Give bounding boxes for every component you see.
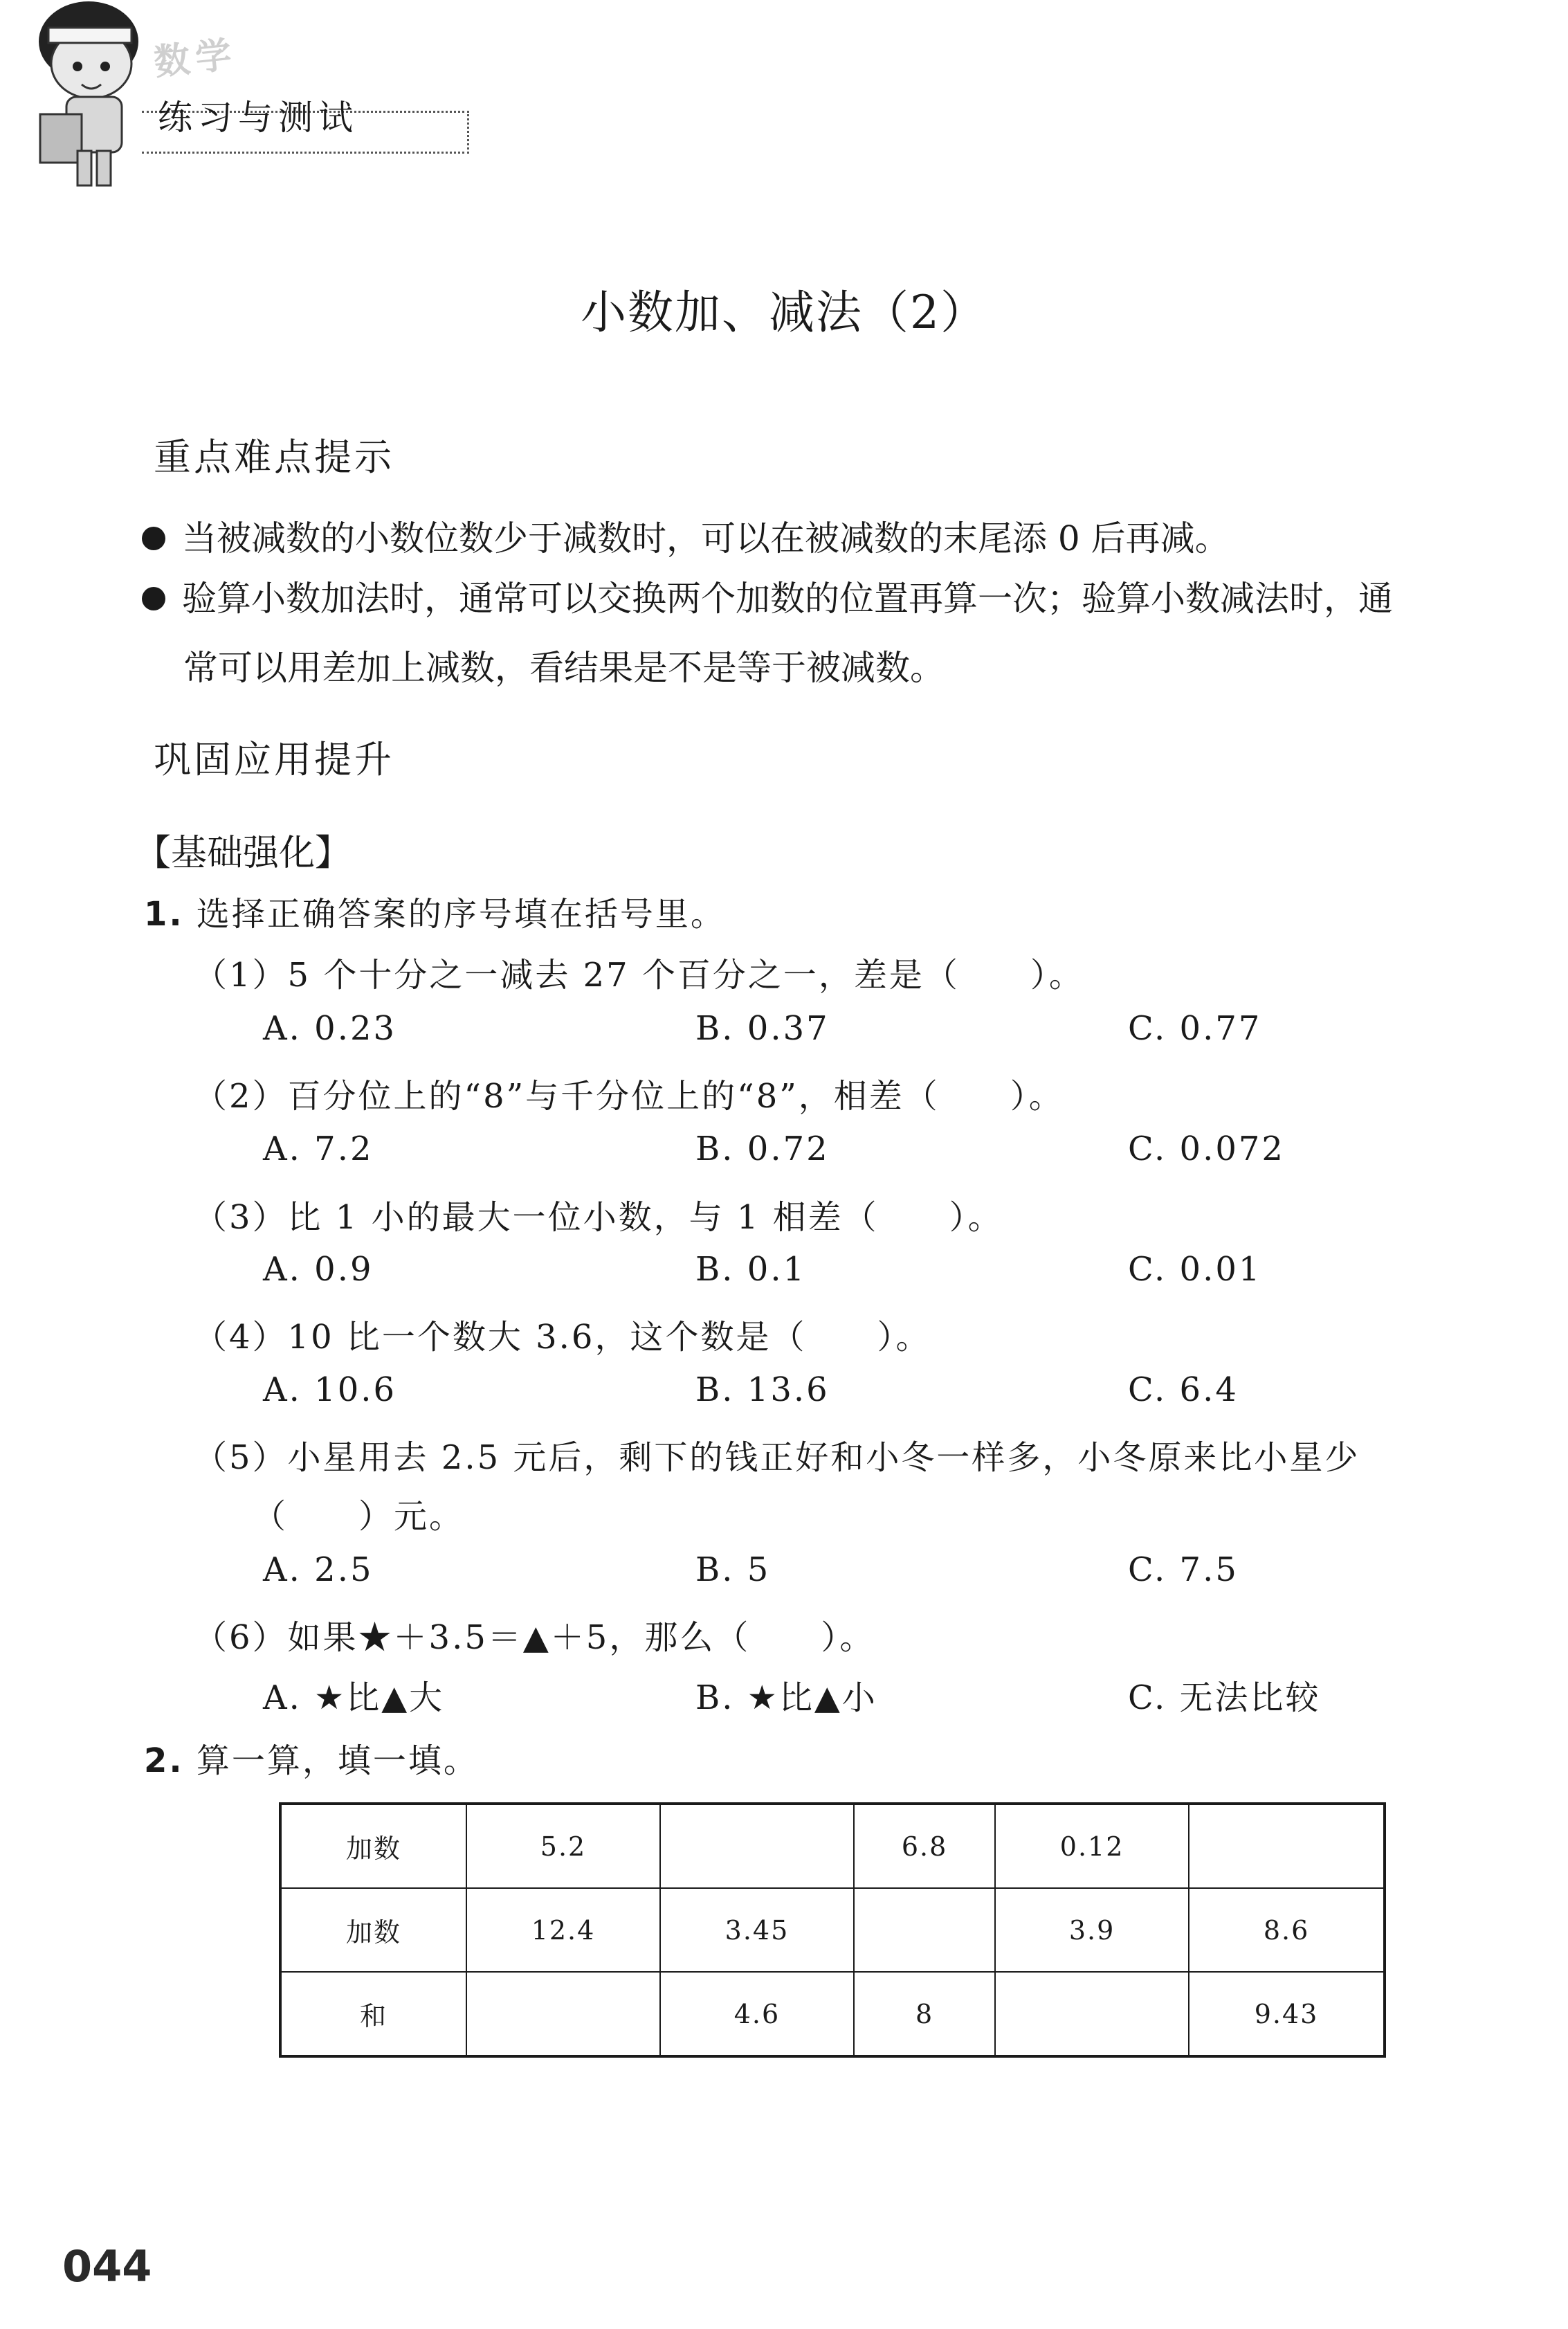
table-cell[interactable] <box>1189 1804 1385 1888</box>
q1-item-6-stem: （6）如果★＋3.5＝▲＋5，那么（ ）。 <box>194 1618 875 1657</box>
cartoon-boy-logo <box>28 0 159 208</box>
table-cell[interactable] <box>466 1972 660 2056</box>
q1-item-4-option-b: B. 13.6 <box>695 1370 830 1409</box>
q1-item-1-option-b: B. 0.37 <box>695 1009 830 1048</box>
q1-item-2-option-a: A. 7.2 <box>263 1130 374 1168</box>
table-cell[interactable] <box>995 1972 1189 2056</box>
row-header: 加数 <box>280 1888 466 1972</box>
q1-item-5-option-b: B. 5 <box>695 1550 771 1589</box>
q1-item-1-stem: （1）5 个十分之一减去 27 个百分之一，差是（ ）。 <box>194 956 1084 995</box>
q1-item-3-option-c: C. 0.01 <box>1128 1250 1262 1289</box>
row-header: 和 <box>280 1972 466 2056</box>
q1-item-3-option-b: B. 0.1 <box>695 1250 807 1289</box>
table-cell[interactable]: 5.2 <box>466 1804 660 1888</box>
table-cell[interactable]: 8.6 <box>1189 1888 1385 1972</box>
table-cell[interactable]: 9.43 <box>1189 1972 1385 2056</box>
question-number: 2. <box>144 1741 184 1780</box>
q1-item-2-stem: （2）百分位上的“8”与千分位上的“8”，相差（ ）。 <box>194 1077 1064 1116</box>
q1-item-2-option-b: B. 0.72 <box>695 1130 830 1168</box>
question-1 <box>144 887 726 935</box>
bullet-icon <box>142 527 165 550</box>
subject-label: 数学 <box>152 33 239 84</box>
table-cell[interactable]: 3.9 <box>995 1888 1189 1972</box>
q1-item-4-option-a: A. 10.6 <box>263 1370 397 1409</box>
q1-item-1-option-a: A. 0.23 <box>263 1009 397 1048</box>
q1-item-6-option-c: C. 无法比较 <box>1128 1678 1321 1717</box>
key-points-heading: 重点难点提示 <box>154 435 394 479</box>
table-row <box>280 1804 1385 1888</box>
q1-item-1-option-c: C. 0.77 <box>1128 1009 1262 1048</box>
table-cell[interactable]: 8 <box>854 1972 995 2056</box>
q1-item-5-option-c: C. 7.5 <box>1128 1550 1239 1589</box>
practice-heading: 巩固应用提升 <box>154 738 394 781</box>
q1-item-6-option-a: A. ★比▲大 <box>263 1678 445 1717</box>
table-cell[interactable] <box>854 1888 995 1972</box>
q1-item-6-option-b: B. ★比▲小 <box>695 1678 877 1717</box>
q1-item-4-stem: （4）10 比一个数大 3.6，这个数是（ ）。 <box>194 1318 931 1357</box>
table-row <box>280 1972 1385 2056</box>
bullet-icon <box>142 587 165 610</box>
row-header: 加数 <box>280 1804 466 1888</box>
table-cell[interactable] <box>660 1804 854 1888</box>
question-2 <box>144 1734 479 1782</box>
q1-item-5-stem-cont: （ ）元。 <box>253 1497 465 1536</box>
q1-item-5-option-a: A. 2.5 <box>263 1550 374 1589</box>
q1-item-5-stem: （5）小星用去 2.5 元后，剩下的钱正好和小冬一样多，小冬原来比小星少 <box>194 1438 1360 1477</box>
table-cell[interactable]: 0.12 <box>995 1804 1189 1888</box>
page-title: 小数加、减法（2） <box>581 286 987 339</box>
q1-item-4-option-c: C. 6.4 <box>1128 1370 1239 1409</box>
addition-table <box>279 1802 1386 2058</box>
q1-item-3-stem: （3）比 1 小的最大一位小数，与 1 相差（ ）。 <box>194 1198 1003 1237</box>
q1-item-2-option-c: C. 0.072 <box>1128 1130 1285 1168</box>
question-text: 算一算，填一填。 <box>196 1741 479 1780</box>
table-cell[interactable]: 6.8 <box>854 1804 995 1888</box>
table-cell[interactable]: 4.6 <box>660 1972 854 2056</box>
key-point-1: 当被减数的小数位数少于减数时，可以在被减数的末尾添 0 后再减。 <box>142 509 1230 568</box>
page-number: 044 <box>62 2241 152 2292</box>
table-row <box>280 1888 1385 1972</box>
table-cell[interactable]: 3.45 <box>660 1888 854 1972</box>
basic-label: 【基础强化】 <box>135 833 352 874</box>
key-point-2: 验算小数加法时，通常可以交换两个加数的位置再算一次；验算小数减法时，通 <box>142 569 1393 628</box>
question-text: 选择正确答案的序号填在括号里。 <box>196 895 726 934</box>
table-cell[interactable]: 12.4 <box>466 1888 660 1972</box>
key-point-2-cont: 常可以用差加上减数，看结果是不是等于被减数。 <box>183 648 945 688</box>
series-label: 练习与测试 <box>158 98 358 138</box>
question-number: 1. <box>144 895 184 934</box>
q1-item-3-option-a: A. 0.9 <box>263 1250 374 1289</box>
